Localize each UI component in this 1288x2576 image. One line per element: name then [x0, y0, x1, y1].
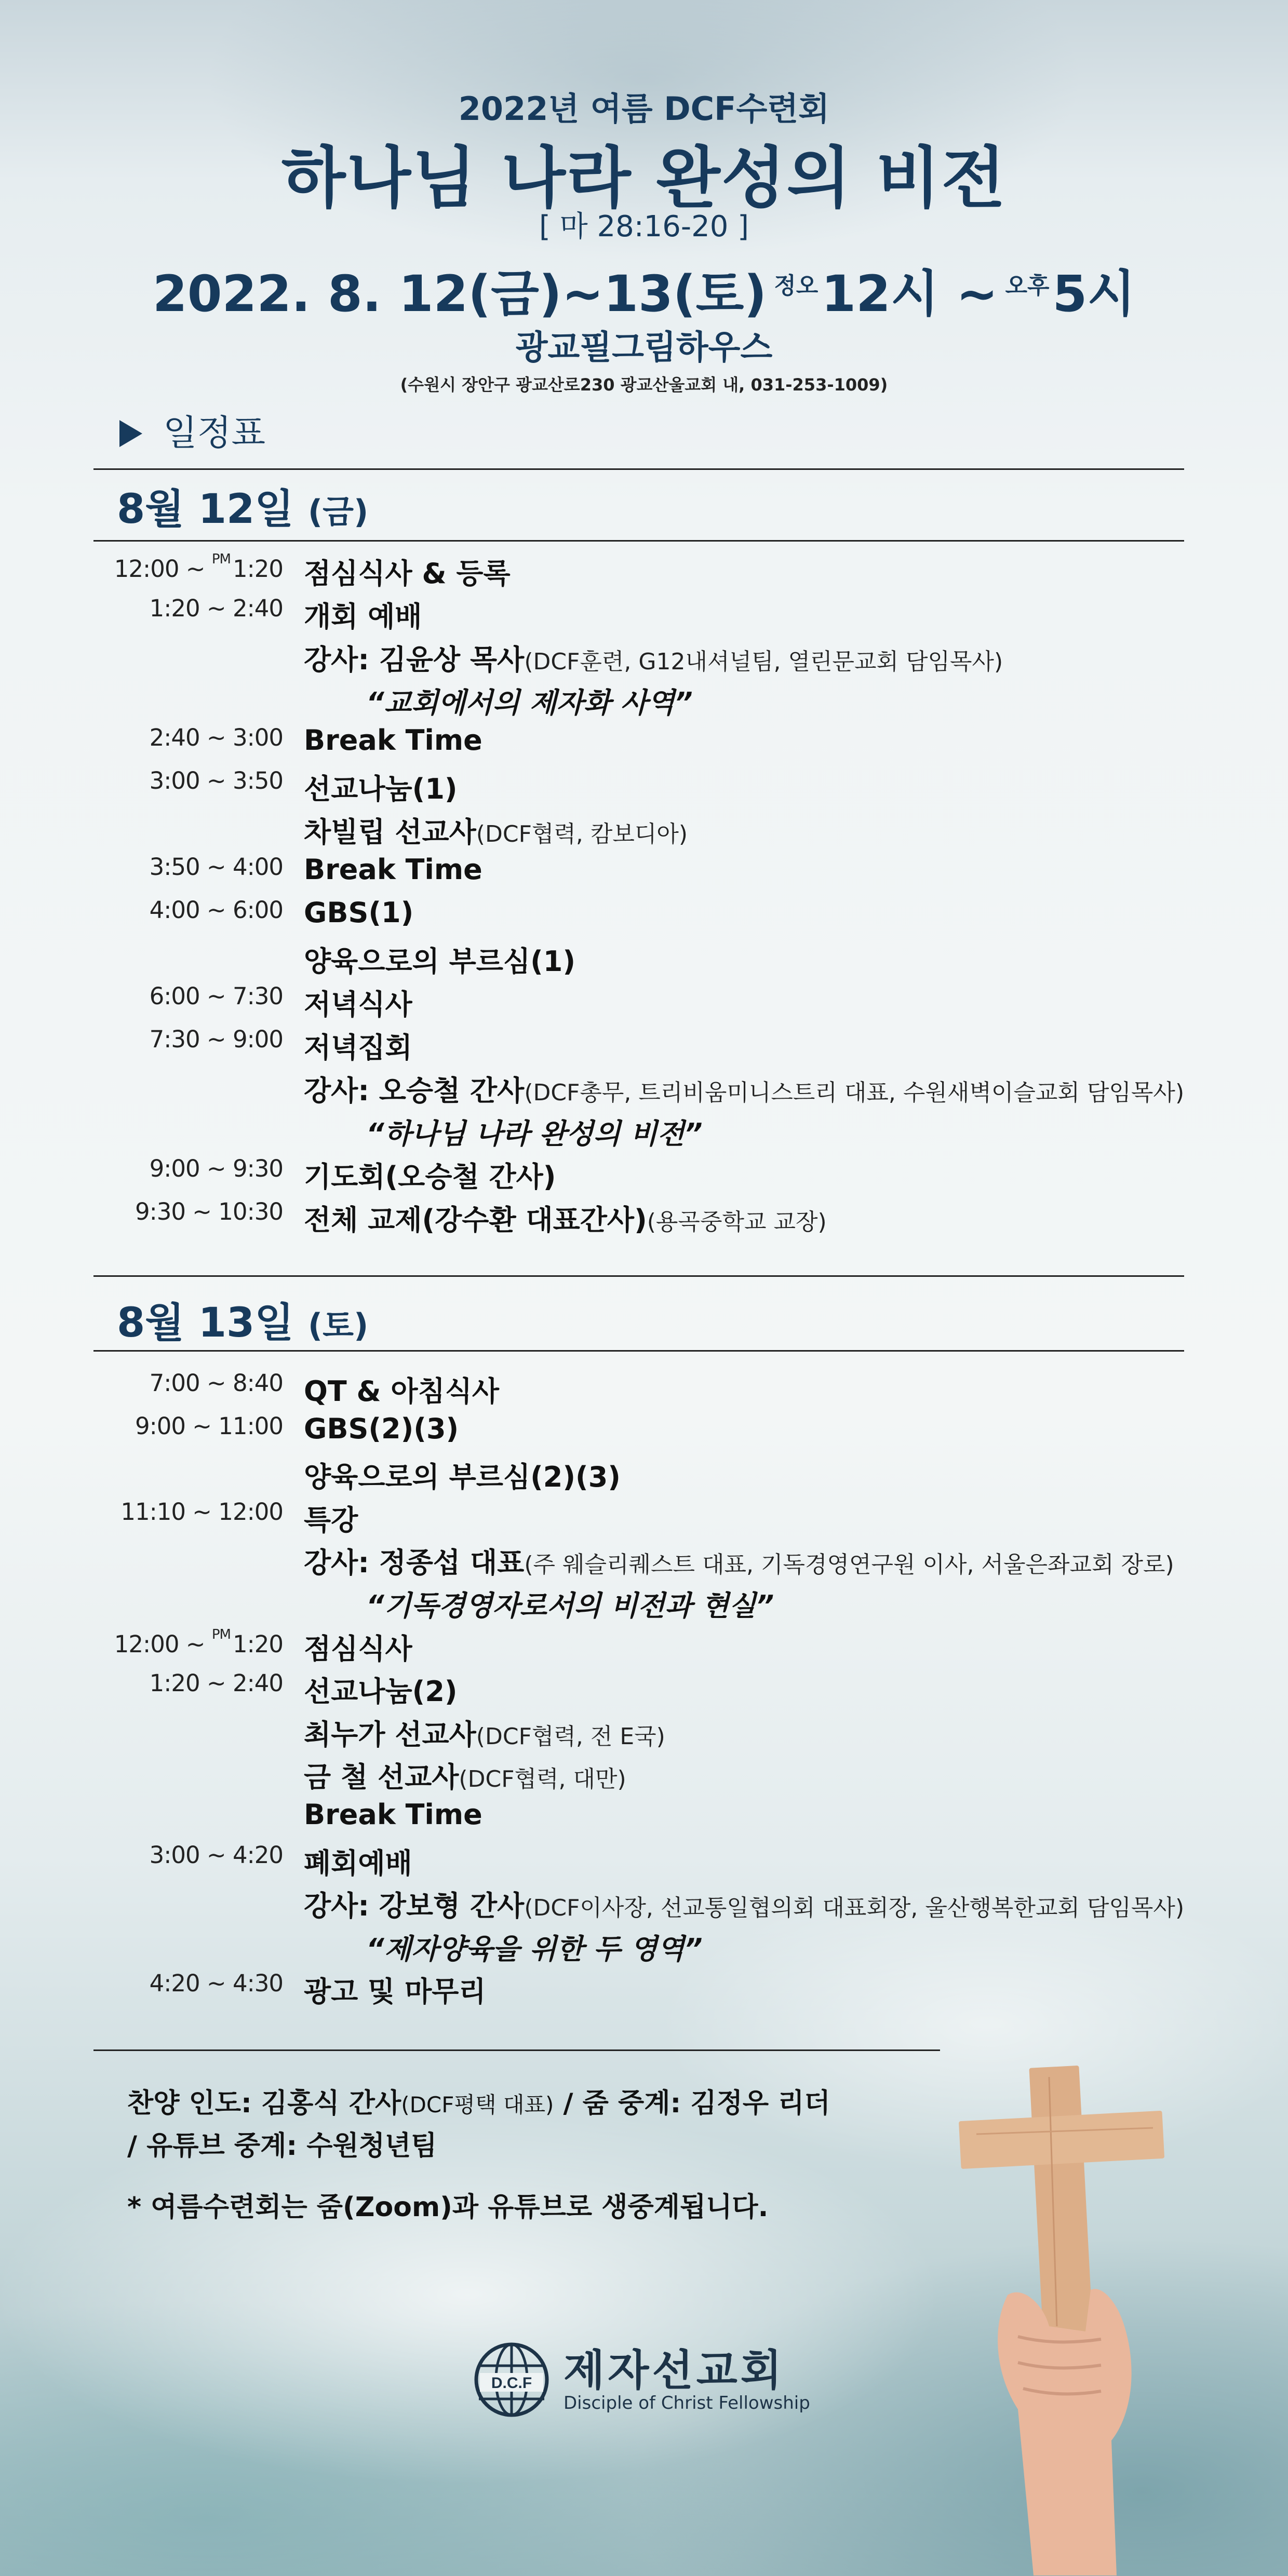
time-start: 11:10 ~ 12:00: [120, 1498, 283, 1526]
schedule-event: [304, 896, 413, 929]
event-title: 하나님 나라 완성의 비전: [281, 140, 1007, 217]
logo-mark-text: D.C.F: [491, 2375, 532, 2392]
event-label: Break Time: [304, 1798, 482, 1831]
schedule-row: [0, 1970, 1288, 2012]
schedule-row: [0, 1198, 1288, 1240]
event-label: 기도회(오승철 간사): [304, 1161, 556, 1193]
time-start: 9:00 ~ 11:00: [135, 1412, 283, 1440]
time-start: 4:00 ~ 6:00: [149, 896, 283, 924]
day2-weekday: (토): [307, 1306, 369, 1344]
event-label: 강사: 김윤상 목사: [304, 643, 525, 676]
divider: [93, 2049, 940, 2051]
schedule-row: [0, 767, 1288, 810]
event-label: Break Time: [304, 724, 482, 757]
worship-leader: 찬양 인도: 김홍식 간사: [127, 2088, 401, 2119]
schedule-row: [0, 810, 1288, 853]
schedule-event: [304, 1841, 412, 1881]
schedule-time: [83, 1369, 283, 1397]
time-start: 3:50 ~ 4:00: [149, 853, 283, 881]
schedule-row: [0, 1927, 1288, 1970]
venue-name: 광교필그림하우스: [515, 329, 773, 367]
event-date: 2022. 8. 12(금)~13(토): [152, 265, 767, 323]
schedule-row: [0, 1798, 1288, 1841]
divider: [93, 1275, 1184, 1277]
schedule-time: [83, 1627, 283, 1658]
church-english-name: Disciple of Christ Fellowship: [564, 2393, 810, 2413]
event-note: (주 웨슬리퀘스트 대표, 기독경영연구원 이사, 서울은좌교회 장로): [524, 1552, 1174, 1579]
time-start: 2:40 ~ 3:00: [149, 724, 283, 751]
day1-weekday: (금): [307, 493, 369, 531]
schedule-event: [304, 939, 575, 979]
schedule-event: [304, 767, 458, 807]
day2-date: 8월 13일: [117, 1300, 294, 1346]
schedule-time: [83, 982, 283, 1010]
schedule-event: [304, 1970, 486, 2009]
cross-icon: [959, 2066, 1164, 2338]
event-label: 금 철 선교사: [304, 1761, 459, 1794]
schedule-row: [0, 1841, 1288, 1884]
event-label: 점심식사 & 등록: [304, 557, 511, 590]
event-label: 최누가 선교사: [304, 1718, 476, 1751]
schedule-event: [304, 810, 688, 850]
event-label: 양육으로의 부르심(1): [304, 945, 576, 978]
time-start: 1:20 ~ 2:40: [149, 1669, 283, 1697]
event-note: (DCF이사장, 선교통일협의회 대표회장, 울산행복한교회 담임목사): [524, 1895, 1185, 1922]
schedule-time: [83, 1669, 283, 1697]
schedule-row: [0, 1455, 1288, 1498]
schedule-row: [0, 1498, 1288, 1541]
divider: [93, 468, 1184, 470]
schedule-event: [304, 1155, 556, 1195]
schedule-event: [304, 1198, 827, 1238]
time-start: 12:00 ~: [114, 1630, 205, 1658]
schedule-time: [83, 1026, 283, 1053]
event-label: 강사: 정종섭 대표: [304, 1546, 525, 1580]
schedule-event: [304, 724, 482, 757]
schedule-row: [0, 724, 1288, 766]
sermon-title: “제자양육을 위한 두 영역”: [366, 1932, 703, 1965]
time-pm-marker: PM: [211, 1626, 231, 1642]
schedule-event: [304, 1069, 1184, 1109]
day2-title: [117, 1290, 368, 1348]
schedule-event: [304, 1026, 412, 1066]
schedule-event: [304, 1455, 621, 1495]
schedule-time: [83, 551, 283, 583]
schedule-row: [0, 638, 1288, 680]
event-label: 전체 교제(강수환 대표간사): [304, 1204, 647, 1236]
event-label: 선교나눔(1): [304, 773, 458, 805]
event-label: GBS(2)(3): [304, 1412, 459, 1445]
schedule-time: [83, 1412, 283, 1440]
event-label: Break Time: [304, 853, 482, 886]
schedule-time: [83, 724, 283, 751]
triangle-bullet-icon: [119, 420, 142, 447]
schedule-row: [0, 853, 1288, 896]
schedule-event: [304, 551, 511, 591]
schedule-row: [0, 1541, 1288, 1583]
event-note: (DCF협력, 전 E국): [476, 1723, 665, 1750]
event-note: (DCF총무, 트리비움미니스트리 대표, 수원새벽이슬교회 담임목사): [524, 1080, 1185, 1106]
schedule-row: [0, 1669, 1288, 1712]
time-start: 9:00 ~ 9:30: [149, 1155, 283, 1182]
venue-address: (수원시 장안구 광교산로230 광교산울교회 내, 031-253-1009): [400, 375, 888, 395]
schedule-row: [0, 1755, 1288, 1798]
event-label: 특강: [304, 1503, 358, 1536]
schedule-event: [304, 1669, 458, 1709]
day1-title: [117, 477, 368, 535]
schedule-row: [0, 1155, 1288, 1197]
schedule-row: [0, 1712, 1288, 1755]
zoom-relay: / 줌 중계: 김정우 리더: [554, 2088, 830, 2119]
time-prefix-noon: 정오: [774, 273, 819, 299]
event-label: 강사: 오승철 간사: [304, 1074, 525, 1107]
schedule-time: [83, 767, 283, 794]
time-start: 4:20 ~ 4:30: [149, 1970, 283, 1998]
day1-date: 8월 12일: [117, 486, 294, 533]
schedule-event: [304, 853, 482, 886]
event-label: 폐회예배: [304, 1846, 412, 1880]
time-start: 6:00 ~ 7:30: [149, 982, 283, 1010]
schedule-event: [304, 982, 412, 1022]
schedule-row: [0, 1369, 1288, 1412]
sermon-title: “기독경영자로서의 비전과 현실”: [366, 1589, 774, 1622]
globe-icon: [473, 2341, 551, 2419]
event-note: (DCF협력, 캄보디아): [476, 821, 688, 847]
event-label: GBS(1): [304, 896, 414, 929]
schedule-heading-label: 일정표: [163, 413, 266, 454]
sermon-title: “하나님 나라 완성의 비전”: [366, 1117, 703, 1150]
event-subtitle: 2022년 여름 DCF수련회: [458, 90, 830, 128]
event-label: 광고 및 마무리: [304, 1975, 486, 2008]
schedule-row: [0, 982, 1288, 1025]
schedule-row: [0, 1069, 1288, 1111]
sermon-title: “교회에서의 제자화 사역”: [366, 686, 693, 719]
scripture-reference: [ 마 28:16-20 ]: [539, 210, 749, 244]
time-end: 1:20: [232, 1630, 283, 1658]
hand-holding-cross-image: [945, 2056, 1184, 2575]
schedule-row: [0, 1627, 1288, 1669]
schedule-time: [83, 896, 283, 924]
schedule-row: [0, 1884, 1288, 1926]
end-time: 5시: [1052, 265, 1136, 323]
worship-leader-note: (DCF평택 대표): [401, 2092, 554, 2118]
event-note: (DCF훈련, G12내셔널팀, 열린문교회 담임목사): [524, 649, 1003, 675]
footer-credits-line2: / 유튜브 중계: 수원청년팀: [127, 2130, 437, 2162]
event-label: 차빌립 선교사: [304, 816, 476, 848]
time-start: 1:20 ~ 2:40: [149, 595, 283, 622]
schedule-event: [304, 595, 422, 635]
schedule-row: [0, 939, 1288, 982]
schedule-time: [83, 1841, 283, 1869]
time-start: 7:00 ~ 8:40: [149, 1369, 283, 1397]
church-logo: [473, 2337, 836, 2440]
schedule-event: [304, 1541, 1174, 1581]
divider: [93, 540, 1184, 542]
event-label: 선교나눔(2): [304, 1675, 458, 1708]
schedule-event: [304, 1627, 412, 1667]
hand-icon: [998, 2289, 1132, 2575]
time-start: 3:00 ~ 3:50: [149, 767, 283, 794]
schedule-row: [0, 681, 1288, 723]
schedule-heading: [119, 405, 265, 455]
time-pm-marker: PM: [211, 551, 231, 567]
schedule-time: [83, 1155, 283, 1182]
schedule-event: [304, 1412, 459, 1445]
event-label: 강사: 강보형 간사: [304, 1890, 525, 1923]
livestream-notice: * 여름수련회는 줌(Zoom)과 유튜브로 생중계됩니다.: [127, 2192, 769, 2223]
event-date-time: [0, 254, 1288, 326]
event-note: (DCF협력, 대만): [459, 1766, 626, 1793]
footer-credits-line1: [127, 2081, 830, 2120]
event-label: 저녁집회: [304, 1031, 412, 1064]
time-start: 9:30 ~ 10:30: [135, 1198, 283, 1225]
event-label: 점심식사: [304, 1632, 412, 1665]
divider: [93, 1350, 1184, 1352]
time-start: 12:00 ~: [114, 555, 205, 583]
schedule-time: [83, 1198, 283, 1225]
schedule-row: [0, 1584, 1288, 1626]
event-note: (용곡중학교 교장): [647, 1209, 827, 1235]
schedule-event: [304, 1498, 358, 1538]
schedule-row: [0, 896, 1288, 939]
schedule-event: [304, 1712, 665, 1752]
schedule-row: [0, 1026, 1288, 1068]
schedule-event: [304, 1755, 626, 1795]
event-label: 개회 예배: [304, 600, 422, 633]
schedule-time: [83, 853, 283, 881]
schedule-row: [0, 1412, 1288, 1455]
schedule-row: [0, 595, 1288, 637]
schedule-event: [304, 1369, 499, 1409]
church-name: 제자선교회: [564, 2346, 785, 2395]
schedule-time: [83, 1970, 283, 1997]
start-time: 12시 ~: [821, 265, 998, 323]
schedule-row: [0, 551, 1288, 594]
schedule-event: [304, 1798, 482, 1831]
schedule-event: [304, 638, 1003, 678]
event-label: 양육으로의 부르심(2)(3): [304, 1461, 621, 1494]
schedule-row: [0, 1112, 1288, 1154]
time-start: 3:00 ~ 4:20: [149, 1841, 283, 1869]
schedule-time: [83, 595, 283, 622]
time-prefix-pm: 오후: [1005, 273, 1050, 299]
schedule-event: [304, 1884, 1184, 1924]
time-start: 7:30 ~ 9:00: [149, 1026, 283, 1053]
event-label: QT & 아침식사: [304, 1375, 500, 1408]
schedule-time: [83, 1498, 283, 1526]
time-end: 1:20: [232, 555, 283, 583]
event-label: 저녁식사: [304, 988, 412, 1021]
